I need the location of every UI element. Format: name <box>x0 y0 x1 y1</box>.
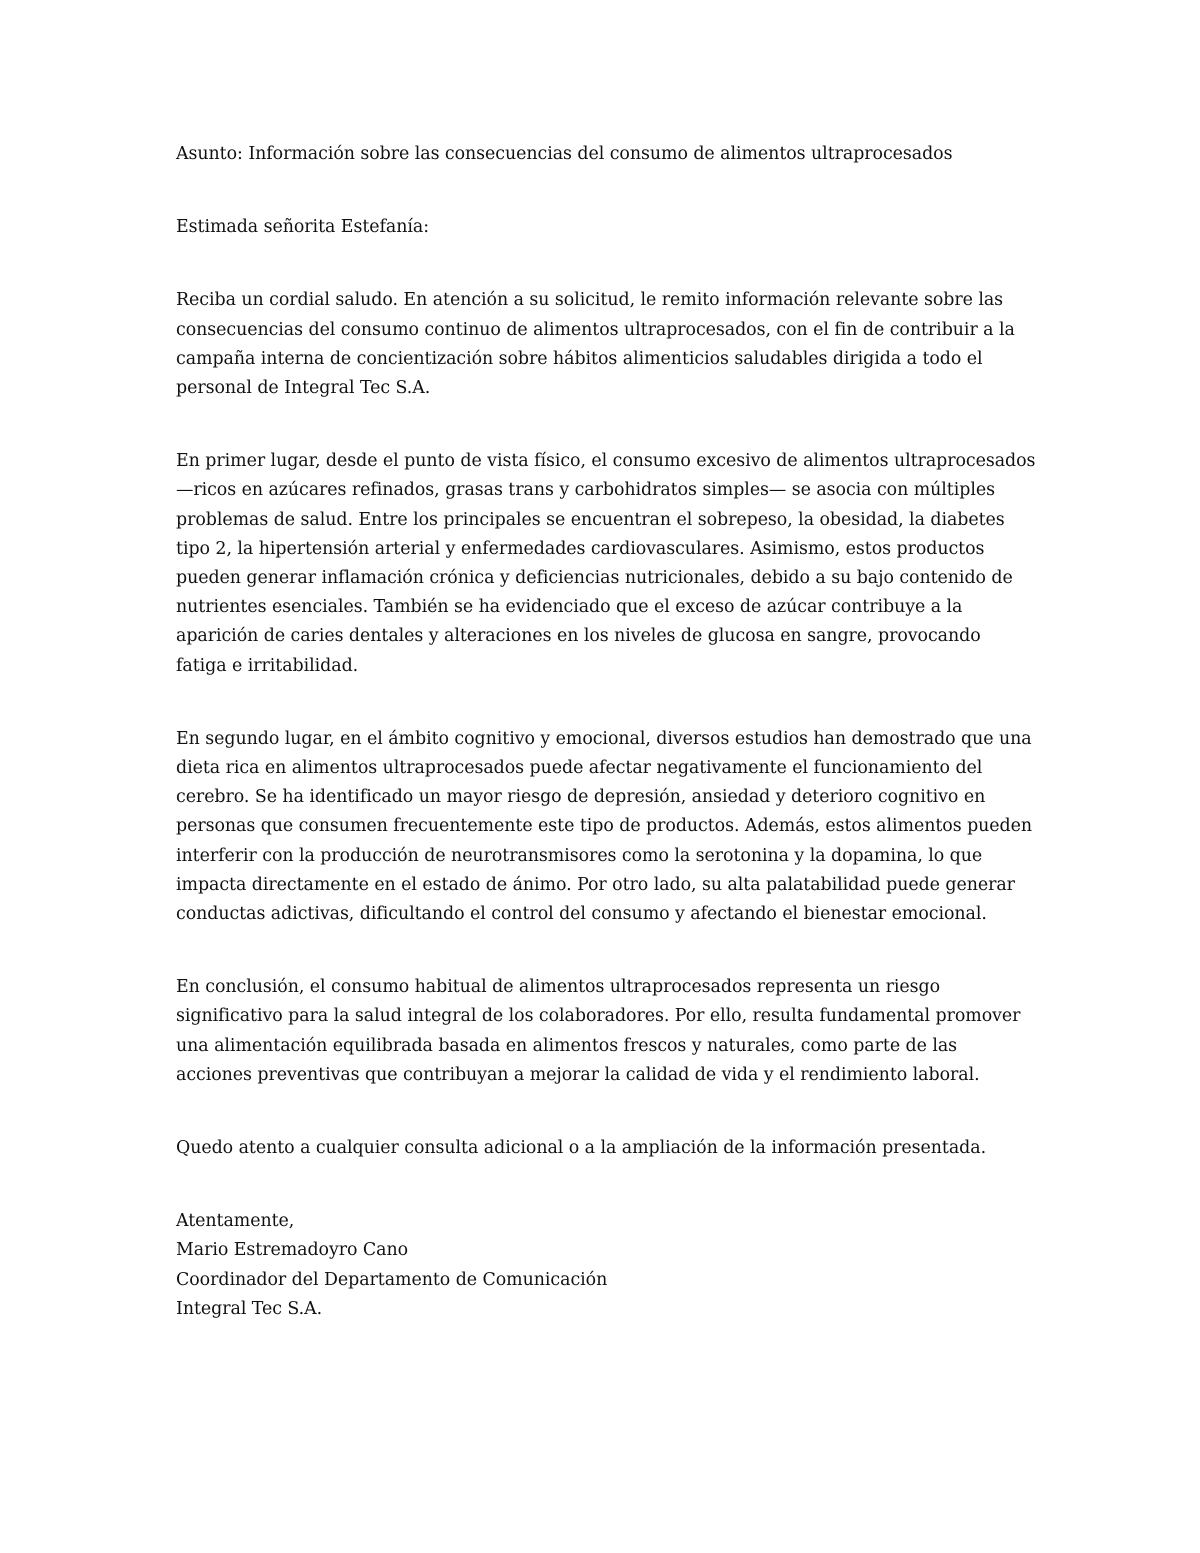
letter-subject: Asunto: Información sobre las consecuencias del consumo de alimentos ultraprocesados <box>176 144 953 164</box>
signature-block <box>176 1207 1036 1324</box>
paragraph-physical-effects: En primer lugar, desde el punto de vista físico, el consumo excesivo de alimentos ultraprocesados —ricos en azúcares refinados, grasas trans y carbohidratos simples— se asocia con múltiples problemas de salud. Entre los principales se encuentran el sobrepeso, la obesidad, la diabetes tipo 2, la hipertensión arterial y enfermedades cardiovasculares. Asimismo, estos productos pueden generar inflamación crónica y deficiencias nutricionales, debido a su bajo contenido de nutrientes esenciales. También se ha evidenciado que el exceso de azúcar contribuye a la aparición de caries dentales y alteraciones en los niveles de glucosa en sangre, provocando fatiga e irritabilidad. <box>176 451 1036 676</box>
paragraph-conclusion: En conclusión, el consumo habitual de alimentos ultraprocesados representa un riesgo significativo para la salud integral de los colaboradores. Por ello, resulta fundamental promover una alimentación equilibrada basada en alimentos frescos y naturales, como parte de las acciones preventivas que contribuyan a mejorar la calidad de vida y el rendimiento laboral. <box>176 977 1021 1085</box>
letter-body <box>176 140 1036 1324</box>
letter-greeting: Estimada señorita Estefanía: <box>176 217 429 238</box>
signer-role: Coordinador del Departamento de Comunicación <box>176 1269 608 1290</box>
paragraph-intro: Reciba un cordial saludo. En atención a su solicitud, le remito información relevante sobre las consecuencias del consumo continuo de alimentos ultraprocesados, con el fin de contribuir a la campaña interna de concientización sobre hábitos alimenticios saludables dirigida a todo el personal de Integral Tec S.A. <box>176 290 1015 399</box>
closing-line: Quedo atento a cualquier consulta adicional o a la ampliación de la información presentada. <box>176 1138 987 1159</box>
paragraph-cognitive-effects: En segundo lugar, en el ámbito cognitivo y emocional, diversos estudios han demostrado que una dieta rica en alimentos ultraprocesados puede afectar negativamente el funcionamiento del cerebro. Se ha identificado un mayor riesgo de depresión, ansiedad y deterioro cognitivo en personas que consumen frecuentemente este tipo de productos. Además, estos alimentos pueden interferir con la producción de neurotransmisores como la serotonina y la dopamina, lo que impacta directamente en el estado de ánimo. Por otro lado, su alta palatabilidad puede generar conductas adictivas, dificultando el control del consumo y afectando el bienestar emocional. <box>176 728 1033 925</box>
valediction: Atentamente, <box>176 1211 295 1232</box>
signer-company: Integral Tec S.A. <box>176 1298 323 1319</box>
signer-name: Mario Estremadoyro Cano <box>176 1240 409 1261</box>
